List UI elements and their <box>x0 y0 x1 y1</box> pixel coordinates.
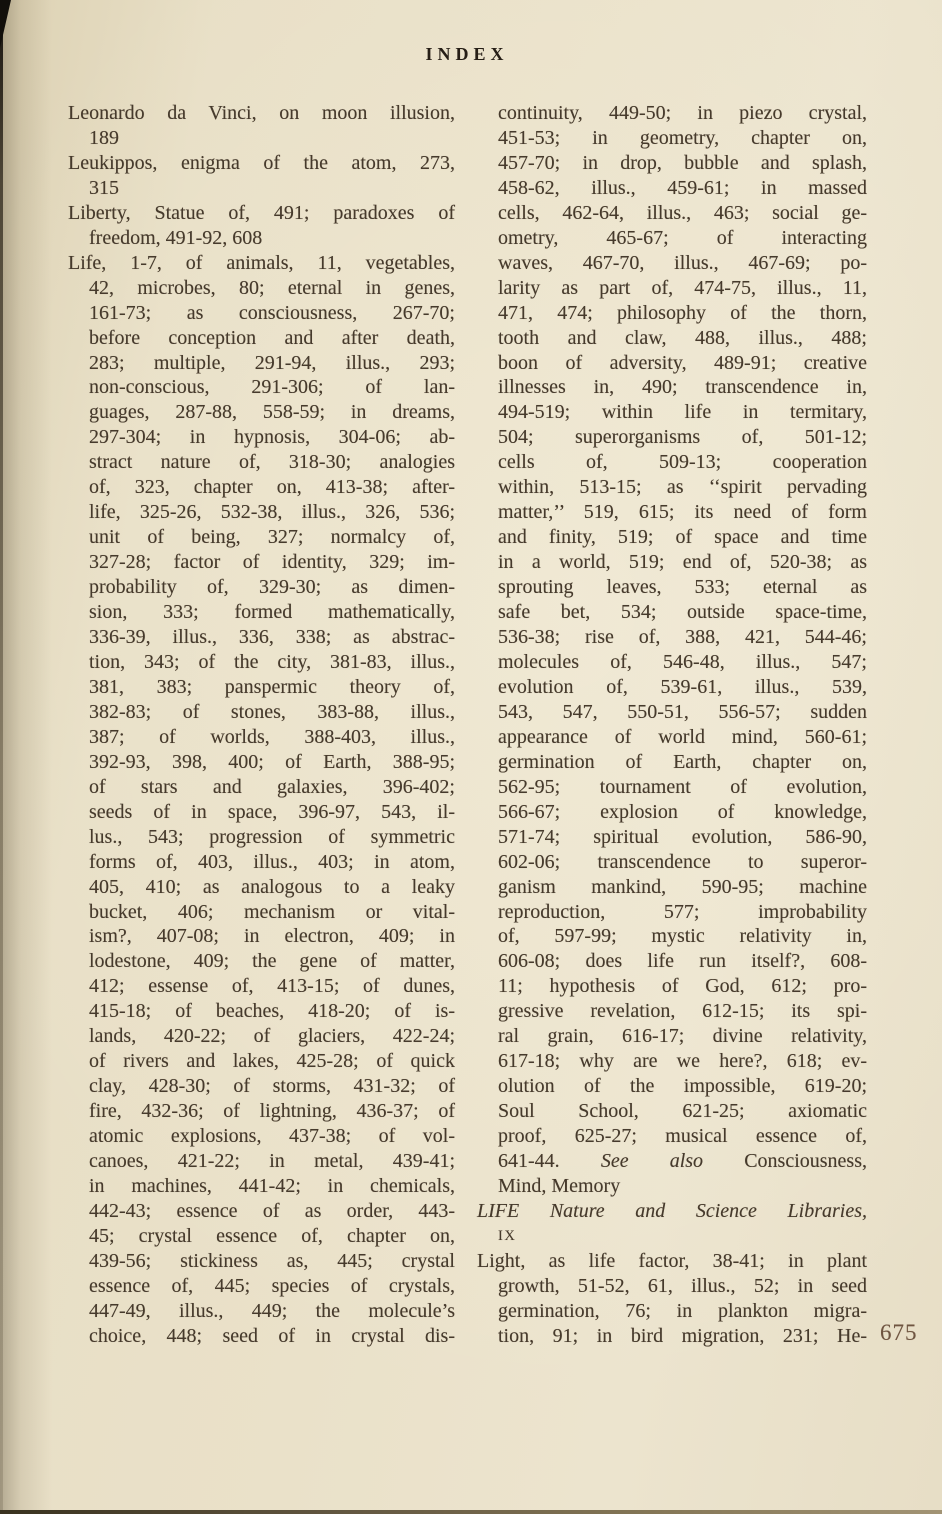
index-line: within, 513-15; as ‘‘spirit pervading <box>498 476 867 499</box>
index-line: 494-519; within life in termitary, <box>498 401 867 424</box>
index-line: life, 325-26, 532-38, illus., 326, 536; <box>89 501 455 524</box>
index-line: seeds of in space, 396-97, 543, il- <box>89 800 455 823</box>
index-line: and finity, 519; of space and time <box>498 526 867 549</box>
index-line: 392-93, 398, 400; of Earth, 388-95; <box>89 750 455 773</box>
index-line: of stars and galaxies, 396-402; <box>89 775 455 798</box>
index-line: tooth and claw, 488, illus., 488; <box>498 326 867 349</box>
index-line: gressive revelation, 612-15; its spi- <box>498 1000 867 1023</box>
index-line: Light, as life factor, 38-41; in plant <box>477 1249 867 1272</box>
index-line: atomic explosions, 437-38; of vol- <box>89 1125 455 1148</box>
index-line: tion, 91; in bird migration, 231; He- <box>498 1324 867 1347</box>
index-line: larity as part of, 474-75, illus., 11, <box>498 276 867 299</box>
index-line: 458-62, illus., 459-61; in massed <box>498 176 867 199</box>
running-head: INDEX <box>425 44 509 64</box>
index-line: IX <box>498 1227 517 1244</box>
index-line: 617-18; why are we here?, 618; ev- <box>498 1050 867 1073</box>
index-line: canoes, 421-22; in metal, 439-41; <box>89 1150 455 1173</box>
index-line: 381, 383; panspermic theory of, <box>89 675 455 698</box>
index-line: 641-44. See also Consciousness, <box>498 1150 867 1173</box>
index-line: molecules of, 546-48, illus., 547; <box>498 650 867 673</box>
index-line: freedom, 491-92, 608 <box>89 226 263 249</box>
index-line: 297-304; in hypnosis, 304-06; ab- <box>89 426 455 449</box>
index-line: Leukippos, enigma of the atom, 273, <box>68 151 455 174</box>
index-line: 336-39, illus., 336, 338; as abstrac- <box>89 626 455 649</box>
index-line: germination of Earth, chapter on, <box>498 750 867 773</box>
index-line: illnesses in, 490; transcendence in, <box>498 376 867 399</box>
index-line: ral grain, 616-17; divine relativity, <box>498 1025 867 1048</box>
index-line: 11; hypothesis of God, 612; pro- <box>498 975 867 998</box>
index-line: guages, 287-88, 558-59; in dreams, <box>89 401 455 424</box>
index-line: LIFE Nature and Science Libraries, <box>477 1199 867 1222</box>
index-line: 45; crystal essence of, chapter on, <box>89 1224 455 1247</box>
index-line: Leonardo da Vinci, on moon illusion, <box>68 102 455 124</box>
index-line: 451-53; in geometry, chapter on, <box>498 126 867 149</box>
index-line: 457-70; in drop, bubble and splash, <box>498 151 867 174</box>
index-line: 471, 474; philosophy of the thorn, <box>498 301 867 324</box>
index-line: lodestone, 409; the gene of matter, <box>89 950 455 973</box>
index-line: cells of, 509-13; cooperation <box>498 451 867 474</box>
index-line: clay, 428-30; of storms, 431-32; of <box>89 1075 455 1098</box>
index-line: reproduction, 577; improbability <box>498 900 867 923</box>
index-line: boon of adversity, 489-91; creative <box>498 351 867 374</box>
index-line: lus., 543; progression of symmetric <box>89 825 455 848</box>
index-line: 387; of worlds, 388-403, illus., <box>89 725 455 748</box>
index-line: Life, 1-7, of animals, 11, vegetables, <box>68 251 455 274</box>
index-line: fire, 432-36; of lightning, 436-37; of <box>89 1100 455 1123</box>
index-line: ometry, 465-67; of interacting <box>498 226 867 249</box>
index-line: choice, 448; seed of in crystal dis- <box>89 1324 455 1347</box>
index-line: growth, 51-52, 61, illus., 52; in seed <box>498 1274 867 1297</box>
index-line: 504; superorganisms of, 501-12; <box>498 426 867 449</box>
page-left-edge-line <box>0 0 3 1514</box>
index-line: 382-83; of stones, 383-88, illus., <box>89 700 455 723</box>
page-bottom-edge <box>0 1510 942 1514</box>
index-line: matter,’’ 519, 615; its need of form <box>498 501 867 524</box>
index-line: 571-74; spiritual evolution, 586-90, <box>498 825 867 848</box>
index-line: of rivers and lakes, 425-28; of quick <box>89 1050 455 1073</box>
index-line: Liberty, Statue of, 491; paradoxes of <box>68 201 455 224</box>
index-line: lands, 420-22; of glaciers, 422-24; <box>89 1025 455 1048</box>
index-line: of, 597-99; mystic relativity in, <box>498 925 867 948</box>
index-line: 315 <box>89 176 119 199</box>
page-number: 675 <box>880 1320 918 1345</box>
index-line: 606-08; does life run itself?, 608- <box>498 950 867 973</box>
index-line: 327-28; factor of identity, 329; im- <box>89 551 455 574</box>
index-line: 415-18; of beaches, 418-20; of is- <box>89 1000 455 1023</box>
index-line: probability of, 329-30; as dimen- <box>89 576 455 599</box>
index-line: 442-43; essence of as order, 443- <box>89 1199 455 1222</box>
index-line: 405, 410; as analogous to a leaky <box>89 875 455 898</box>
index-line: evolution of, 539-61, illus., 539, <box>498 675 867 698</box>
index-line: 566-67; explosion of knowledge, <box>498 800 867 823</box>
index-line: of, 323, chapter on, 413-38; after- <box>89 476 455 499</box>
index-line: sprouting leaves, 533; eternal as <box>498 576 867 599</box>
index-line: 412; essense of, 413-15; of dunes, <box>89 975 455 998</box>
index-line: forms of, 403, illus., 403; in atom, <box>89 850 455 873</box>
index-line: safe bet, 534; outside space-time, <box>498 601 867 624</box>
index-line: proof, 625-27; musical essence of, <box>498 1125 867 1148</box>
index-line: cells, 462-64, illus., 463; social ge- <box>498 201 867 224</box>
page-left-edge-shading <box>0 0 52 1514</box>
index-line: in machines, 441-42; in chemicals, <box>89 1174 455 1197</box>
index-line: olution of the impossible, 619-20; <box>498 1075 867 1098</box>
index-line: 562-95; tournament of evolution, <box>498 775 867 798</box>
index-line: waves, 467-70, illus., 467-69; po- <box>498 251 867 274</box>
index-line: bucket, 406; mechanism or vital- <box>89 900 455 923</box>
index-line: germination, 76; in plankton migra- <box>498 1299 867 1322</box>
index-line: before conception and after death, <box>89 326 455 349</box>
index-column-left <box>68 101 455 1349</box>
index-line: Mind, Memory <box>498 1174 621 1197</box>
scan-corner-shadow <box>0 0 11 48</box>
index-column-right <box>477 101 867 1349</box>
index-line: 536-38; rise of, 388, 421, 544-46; <box>498 626 867 649</box>
index-line: 447-49, illus., 449; the molecule’s <box>89 1299 455 1322</box>
index-line: non-conscious, 291-306; of lan- <box>89 376 455 399</box>
index-line: 283; multiple, 291-94, illus., 293; <box>89 351 455 374</box>
index-line: ism?, 407-08; in electron, 409; in <box>89 925 455 948</box>
index-line: appearance of world mind, 560-61; <box>498 725 867 748</box>
index-line: essence of, 445; species of crystals, <box>89 1274 455 1297</box>
index-line: 602-06; transcendence to superor- <box>498 850 867 873</box>
index-line: 543, 547, 550-51, 556-57; sudden <box>498 700 867 723</box>
index-line: ganism mankind, 590-95; machine <box>498 875 867 898</box>
index-line: continuity, 449-50; in piezo crystal, <box>498 102 867 124</box>
index-line: in a world, 519; end of, 520-38; as <box>498 551 867 574</box>
index-line: Soul School, 621-25; axiomatic <box>498 1100 867 1123</box>
index-line: tion, 343; of the city, 381-83, illus., <box>89 650 455 673</box>
index-line: 439-56; stickiness as, 445; crystal <box>89 1249 455 1272</box>
index-line: 42, microbes, 80; eternal in genes, <box>89 276 455 299</box>
index-line: stract nature of, 318-30; analogies <box>89 451 455 474</box>
index-line: sion, 333; formed mathematically, <box>89 601 455 624</box>
index-line: 161-73; as consciousness, 267-70; <box>89 301 455 324</box>
index-line: unit of being, 327; normalcy of, <box>89 526 455 549</box>
index-line: 189 <box>89 126 119 149</box>
